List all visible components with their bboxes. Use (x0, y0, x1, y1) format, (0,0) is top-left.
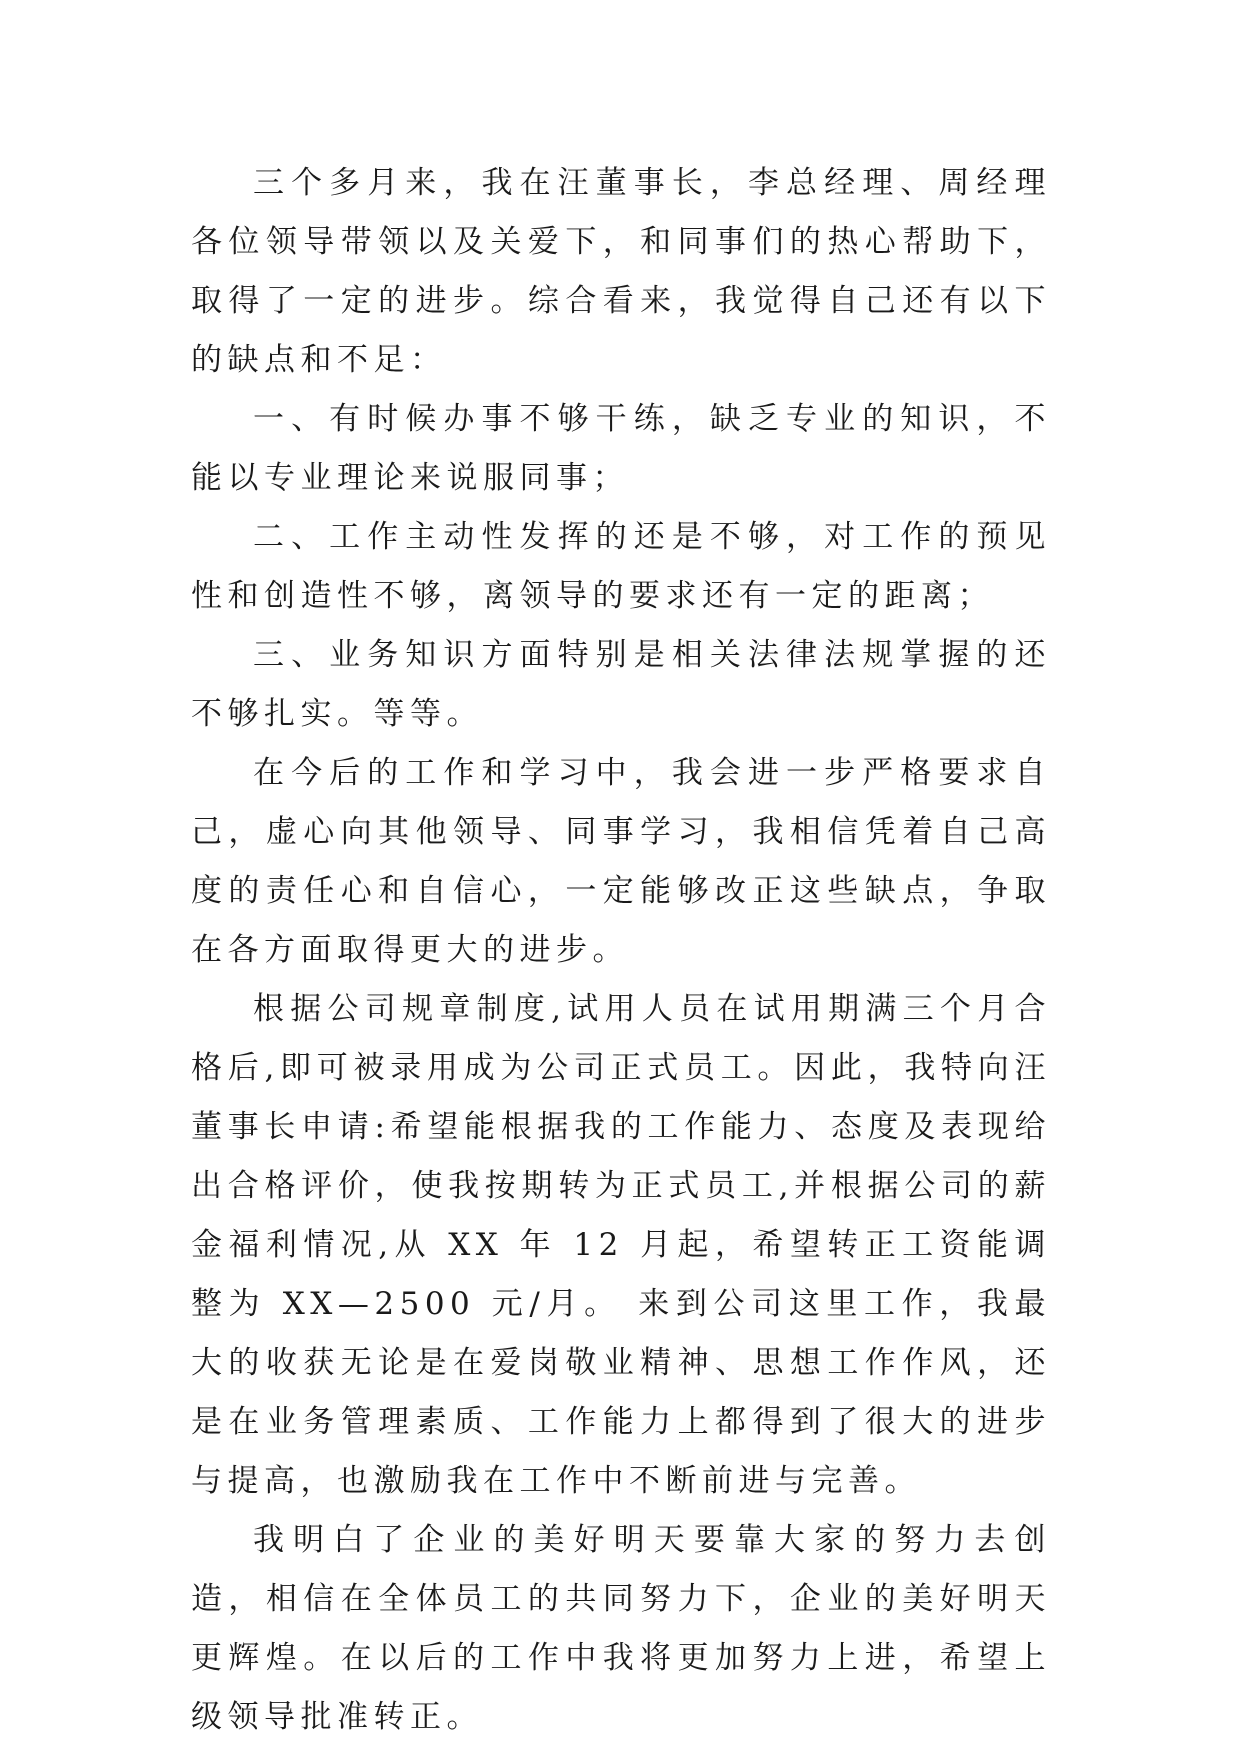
paragraph-intro: 三个多月来，我在汪董事长，李总经理、周经理各位领导带领以及关爱下，和同事们的热心帮助下，取得了一定的进步。综合看来，我觉得自己还有以下的缺点和不足： (191, 165, 1051, 378)
paragraph-application: 根据公司规章制度,试用人员在试用期满三个月合格后,即可被录用成为公司正式员工。因此，我特向汪董事长申请:希望能根据我的工作能力、态度及表现给出合格评价，使我按期转为正式员工,并根据公司的薪金福利情况,从 XX 年 12 月起，希望转正工资能调整为 XX—2500 元/月。 来到公司这里工作，我最大的收获无论是在爱岗敬业精神、思想工作作风，还是在业务管理素质、工作能力上都得到了很大的进步与提高，也激励我在工作中不断前进与完善。 (191, 991, 1051, 1499)
paragraph-shortcoming-3: 三、业务知识方面特别是相关法律法规掌握的还不够扎实。等等。 (191, 637, 1051, 732)
paragraph-closing: 我明白了企业的美好明天要靠大家的努力去创造，相信在全体员工的共同努力下，企业的美好明天更辉煌。在以后的工作中我将更加努力上进，希望上级领导批准转正。 (191, 1522, 1051, 1735)
document-body (191, 154, 1051, 1747)
paragraph-shortcoming-1: 一、有时候办事不够干练，缺乏专业的知识，不能以专业理论来说服同事； (191, 401, 1051, 496)
paragraph-improvement: 在今后的工作和学习中，我会进一步严格要求自己，虚心向其他领导、同事学习，我相信凭着自己高度的责任心和自信心，一定能够改正这些缺点，争取在各方面取得更大的进步。 (191, 755, 1051, 968)
paragraph-shortcoming-2: 二、工作主动性发挥的还是不够，对工作的预见性和创造性不够，离领导的要求还有一定的距离； (191, 519, 1051, 614)
